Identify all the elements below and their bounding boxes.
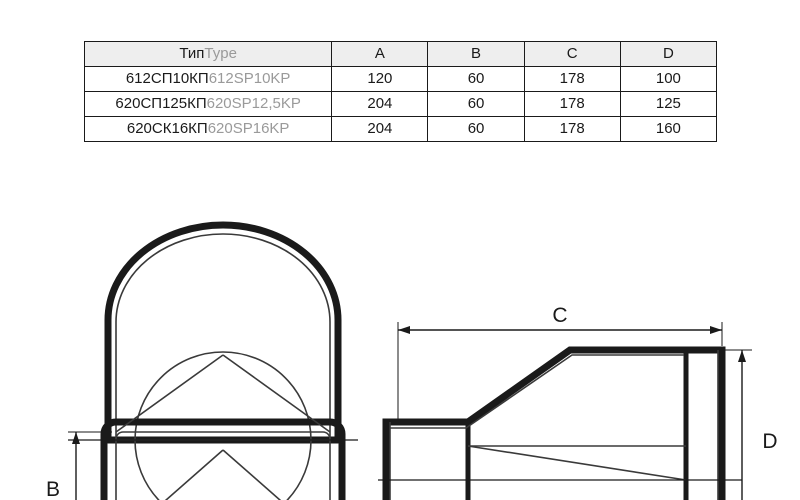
side-view bbox=[378, 304, 778, 500]
table-header-row bbox=[85, 42, 717, 67]
cell-a: 204 bbox=[332, 92, 428, 117]
cell-type bbox=[85, 92, 332, 117]
cell-type-en: 612SP10KP bbox=[208, 70, 291, 87]
column-header-type-en: Type bbox=[204, 45, 237, 62]
cell-d: 125 bbox=[620, 92, 716, 117]
column-header-type bbox=[85, 42, 332, 67]
table-row bbox=[85, 117, 717, 142]
cell-b: 60 bbox=[428, 92, 524, 117]
table-row bbox=[85, 92, 717, 117]
column-header-type-ru: Тип bbox=[179, 45, 205, 62]
column-header-b: B bbox=[428, 42, 524, 67]
dim-b-arrow-top bbox=[72, 432, 80, 444]
dim-d-label: D bbox=[762, 430, 778, 453]
cell-type bbox=[85, 67, 332, 92]
round-section-circle bbox=[135, 352, 311, 500]
dim-c-label: C bbox=[552, 304, 568, 327]
dim-d-arrow-top bbox=[738, 350, 746, 362]
column-header-a: A bbox=[332, 42, 428, 67]
specification-table bbox=[84, 41, 717, 142]
cell-type-en: 620SP16KP bbox=[207, 120, 290, 137]
table-body bbox=[85, 67, 717, 142]
dim-b-label: B bbox=[45, 478, 61, 500]
cell-type-ru: 620СП125КП bbox=[115, 95, 207, 112]
cell-a: 120 bbox=[332, 67, 428, 92]
cell-type bbox=[85, 117, 332, 142]
front-view bbox=[46, 225, 358, 500]
cell-d: 100 bbox=[620, 67, 716, 92]
table-row bbox=[85, 67, 717, 92]
side-inner-wall-top bbox=[390, 355, 684, 428]
cell-c: 178 bbox=[524, 67, 620, 92]
transition-line-bottom-right bbox=[223, 450, 330, 500]
cell-b: 60 bbox=[428, 117, 524, 142]
side-inner-taper-line-2 bbox=[468, 446, 686, 480]
column-header-d: D bbox=[620, 42, 716, 67]
cell-c: 178 bbox=[524, 92, 620, 117]
cell-type-ru: 612СП10КП bbox=[125, 70, 209, 87]
cell-type-en: 620SP12,5KP bbox=[206, 95, 301, 112]
cell-type-ru: 620СК16КП bbox=[126, 120, 208, 137]
dim-c-arrow-left bbox=[398, 326, 410, 334]
cell-b: 60 bbox=[428, 67, 524, 92]
rect-flange-outer bbox=[104, 422, 342, 500]
table-header bbox=[85, 42, 717, 67]
dome-outer-outline bbox=[108, 225, 338, 440]
drawing-area bbox=[0, 150, 800, 500]
transition-line-bottom-left bbox=[116, 450, 223, 500]
dim-c-arrow-right bbox=[710, 326, 722, 334]
cell-a: 204 bbox=[332, 117, 428, 142]
cell-c: 178 bbox=[524, 117, 620, 142]
cell-d: 160 bbox=[620, 117, 716, 142]
column-header-c: C bbox=[524, 42, 620, 67]
